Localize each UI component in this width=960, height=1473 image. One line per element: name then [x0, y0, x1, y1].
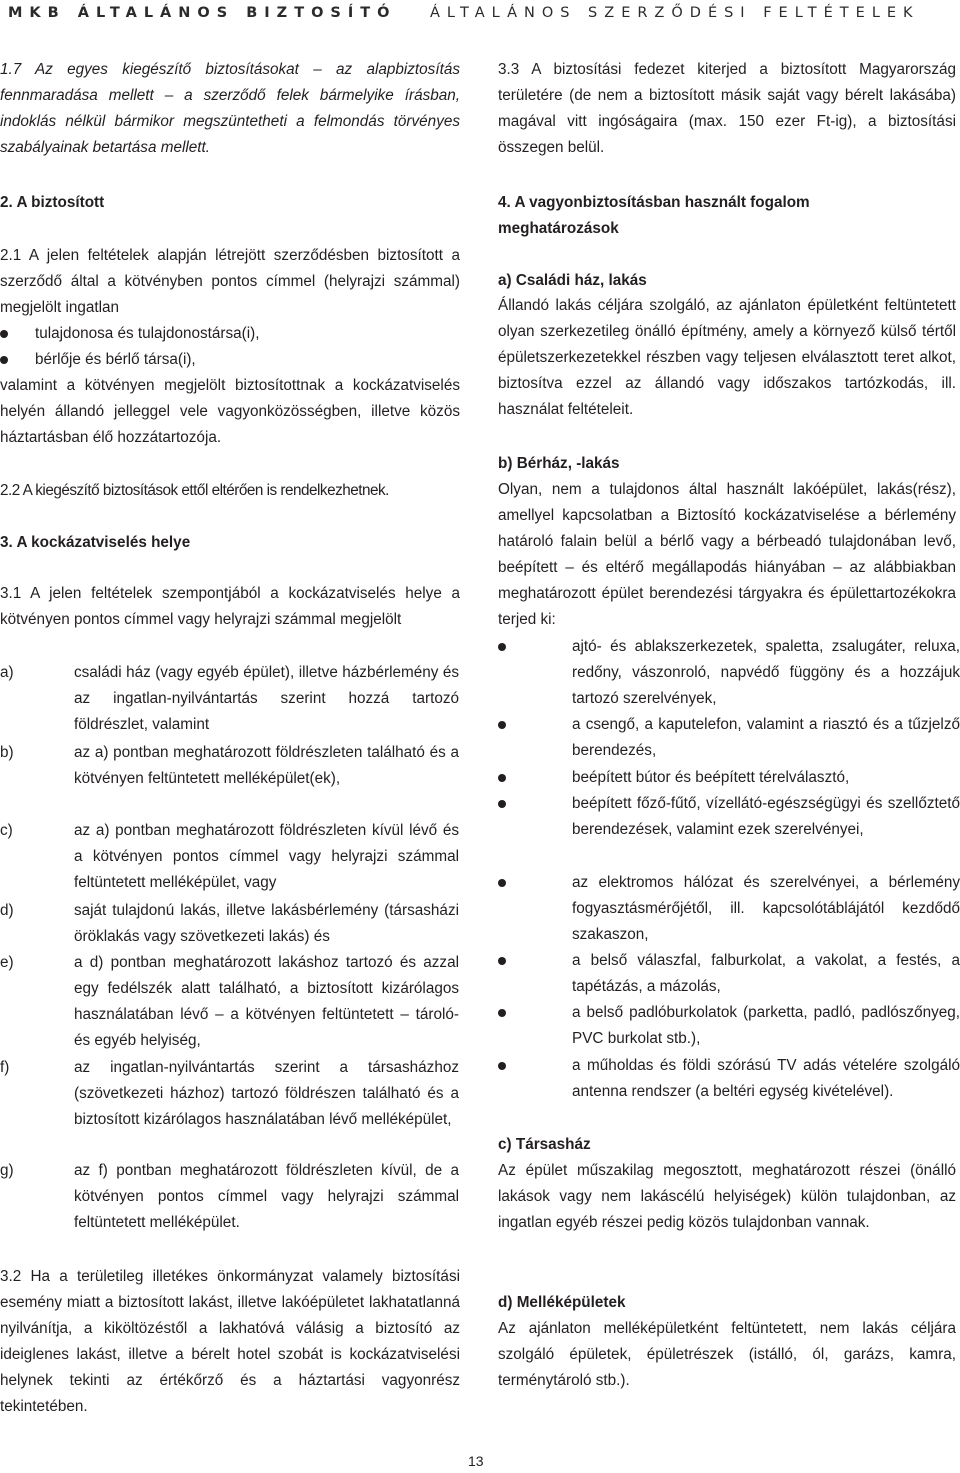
paragraph-b: Olyan, nem a tulajdonos által használt lakóépület, lakás(rész), amellyel kapcsolatban a Biztosító kockázatviselése a bérlemény határoló falain belül a bérlő vagy a bérbeadó tulajdonában levő, beépített – és eltérő megállapodás hiányában – az alábbiakban meghatározott épület berendezési tárgyakra és épülettartozékokra terjed ki: [498, 481, 956, 628]
list-item-label: f) [0, 1059, 10, 1076]
list-item-text: az ingatlan-nyilvántartás szerint a társasházhoz (szövetkezeti házhoz) tartozó földrészen található és a biztosított kizárólagos használatában lévő melléképület, [74, 1059, 459, 1128]
list-item-text: a d) pontban meghatározott lakáshoz tartozó és azzal egy fedélszék alatt található, a biztosított kizárólagos használatában lévő – a kötvényen feltüntetett – tároló- és egyéb helyiség, [74, 954, 459, 1049]
paragraph-a: Állandó lakás céljára szolgáló, az ajánlaton épületként feltüntetett olyan szerkezetileg önálló építmény, amely a környező külső tértől épületszerkezetekkel részben vagy teljesen elválasztott teret alkot, biztosítva ezzel az állandó vagy időszakos tartózkodás, ill. használat feltételeit. [498, 297, 956, 418]
heading-a: a) Családi ház, lakás [498, 272, 647, 289]
bullet-icon [498, 1009, 506, 1017]
list-item-label: c) [0, 822, 13, 839]
bullet-icon [498, 774, 506, 782]
header-document-title: ÁLTALÁNOS SZERZŐDÉSI FELTÉTELEK [430, 5, 920, 21]
heading-4: 4. A vagyonbiztosításban használt fogalom meghatározások [498, 194, 810, 237]
list-item-text: ajtó- és ablakszerkezetek, spaletta, zsalugáter, reluxa, redőny, vászonroló, napvédő függöny és a hozzájuk tartozó szerelvények, [572, 638, 960, 707]
header-company: MKB ÁLTALÁNOS BIZTOSÍTÓ [8, 5, 397, 21]
list-item-label: g) [0, 1162, 14, 1179]
list-item [0, 347, 460, 373]
bullet-icon [498, 879, 506, 887]
list-item-text: a belső válaszfal, falburkolat, a vakolat, a festés, a tapétázás, a mázolás, [572, 952, 960, 995]
paragraph-2-2: 2.2 A kiegészítő biztosítások ettől eltérően is rendelkezhetnek. [0, 482, 389, 499]
list-item-label: e) [0, 954, 14, 971]
list-item-text: saját tulajdonú lakás, illetve lakásbérlemény (társasházi öröklakás vagy szövetkezeti lakás) és [74, 902, 459, 945]
list-item-text: a belső padlóburkolatok (parketta, padló, padlószőnyeg, PVC burkolat stb.), [572, 1004, 960, 1047]
bullet-icon [498, 721, 506, 729]
running-header [0, 0, 960, 30]
paragraph-2-1-continued: valamint a kötvényen megjelölt biztosítottnak a kockázatviselés helyén állandó jelleggel vele vagyonközösségben, illetve közös háztartásban élő hozzátartozója. [0, 377, 460, 446]
heading-3: 3. A kockázatviselés helye [0, 534, 191, 551]
bullet-icon [0, 356, 8, 364]
heading-d: d) Melléképületek [498, 1294, 626, 1311]
list-item-text: bérlője és bérlő társa(i), [35, 351, 196, 368]
paragraph-d: Az ajánlaton melléképületként feltüntetett, nem lakás céljára szolgáló épületek, épületrészek (istálló, ól, garázs, kamra, terménytároló stb.). [498, 1320, 956, 1389]
list-item-text: tulajdonosa és tulajdonostársa(i), [35, 325, 260, 342]
list-item-label: a) [0, 664, 14, 681]
paragraph-3-2: 3.2 Ha a területileg illetékes önkormányzat valamely biztosítási esemény miatt a biztosított lakást, illetve lakóépületet lakhatatlanná nyilvánítja, a kiköltözéstől a lakhatóvá válásig a biztosító az ideiglenes lakást, illetve a bérelt hotel szobát is kockázatviselési helynek tekinti az értékőrző és a háztartási vagyonrész tekintetében. [0, 1268, 460, 1415]
heading-c: c) Társasház [498, 1136, 591, 1153]
list-item [0, 321, 460, 347]
list-item-text: beépített bútor és beépített térelválasztó, [572, 769, 850, 786]
list-item-text: beépített főző-fűtő, vízellátó-egészségügyi és szellőztető berendezések, valamint ezek szerelvényei, [572, 795, 960, 838]
list-item-text: az elektromos hálózat és szerelvényei, a bérlemény fogyasztásmérőjétől, ill. kapcsolótáblájától kezdődő szakaszon, [572, 874, 960, 943]
list-item-label: b) [0, 744, 14, 761]
bullet-icon [498, 1062, 506, 1070]
list-item-text: az f) pontban meghatározott földrészleten kívül, de a kötvényen pontos címmel vagy helyrajzi számmal feltüntetett melléképület. [74, 1162, 459, 1231]
list-item-text: családi ház (vagy egyéb épület), illetve házbérlemény és az ingatlan-nyilvántartás szerint hozzá tartozó földrészlet, valamint [74, 664, 459, 733]
bullet-icon [498, 800, 506, 808]
page-number: 13 [468, 1453, 484, 1469]
list-item-text: a műholdas és földi szórású TV adás vételére szolgáló antenna rendszer (a beltéri egység kivételével). [572, 1057, 960, 1100]
paragraph-2-1: 2.1 A jelen feltételek alapján létrejött szerződésben biztosított a szerződő által a kötvényben pontos címmel (helyrajzi számmal) megjelölt ingatlan [0, 247, 460, 316]
bullet-icon [498, 643, 506, 651]
paragraph-c: Az épület műszakilag megosztott, meghatározott részei (önálló lakások vagy nem lakáscélú helyiségek) külön tulajdonban, az ingatlan egyéb részei pedig közös tulajdonban vannak. [498, 1162, 956, 1231]
paragraph-1-7: 1.7 Az egyes kiegészítő biztosításokat – az alapbiztosítás fennmaradása mellett – a szerződő felek bármelyike írásban, indoklás nélkül bármikor megszüntetheti a felmondás törvényes szabályainak betartása mellett. [0, 61, 460, 156]
bullet-icon [0, 330, 8, 338]
list-item-text: az a) pontban meghatározott földrészleten kívül lévő és a kötvényen pontos címmel vagy helyrajzi számmal feltüntetett melléképület, vagy [74, 822, 459, 891]
heading-2: 2. A biztosított [0, 194, 105, 211]
heading-b: b) Bérház, -lakás [498, 455, 620, 472]
bullet-icon [498, 957, 506, 965]
list-item-label: d) [0, 902, 14, 919]
paragraph-3-1: 3.1 A jelen feltételek szempontjából a kockázatviselés helye a kötvényen pontos címmel vagy helyrajzi számmal megjelölt [0, 585, 460, 628]
list-item-text: az a) pontban meghatározott földrészleten található és a kötvényen feltüntetett melléképület(ek), [74, 744, 459, 787]
list-item-text: a csengő, a kaputelefon, valamint a riasztó és a tűzjelző berendezés, [572, 716, 960, 759]
paragraph-3-3: 3.3 A biztosítási fedezet kiterjed a biztosított Magyarország területére (de nem a biztosított másik saját vagy bérelt lakásába) magával vitt ingóságaira (max. 150 ezer Ft-ig), a biztosítási összegen belül. [498, 61, 956, 156]
